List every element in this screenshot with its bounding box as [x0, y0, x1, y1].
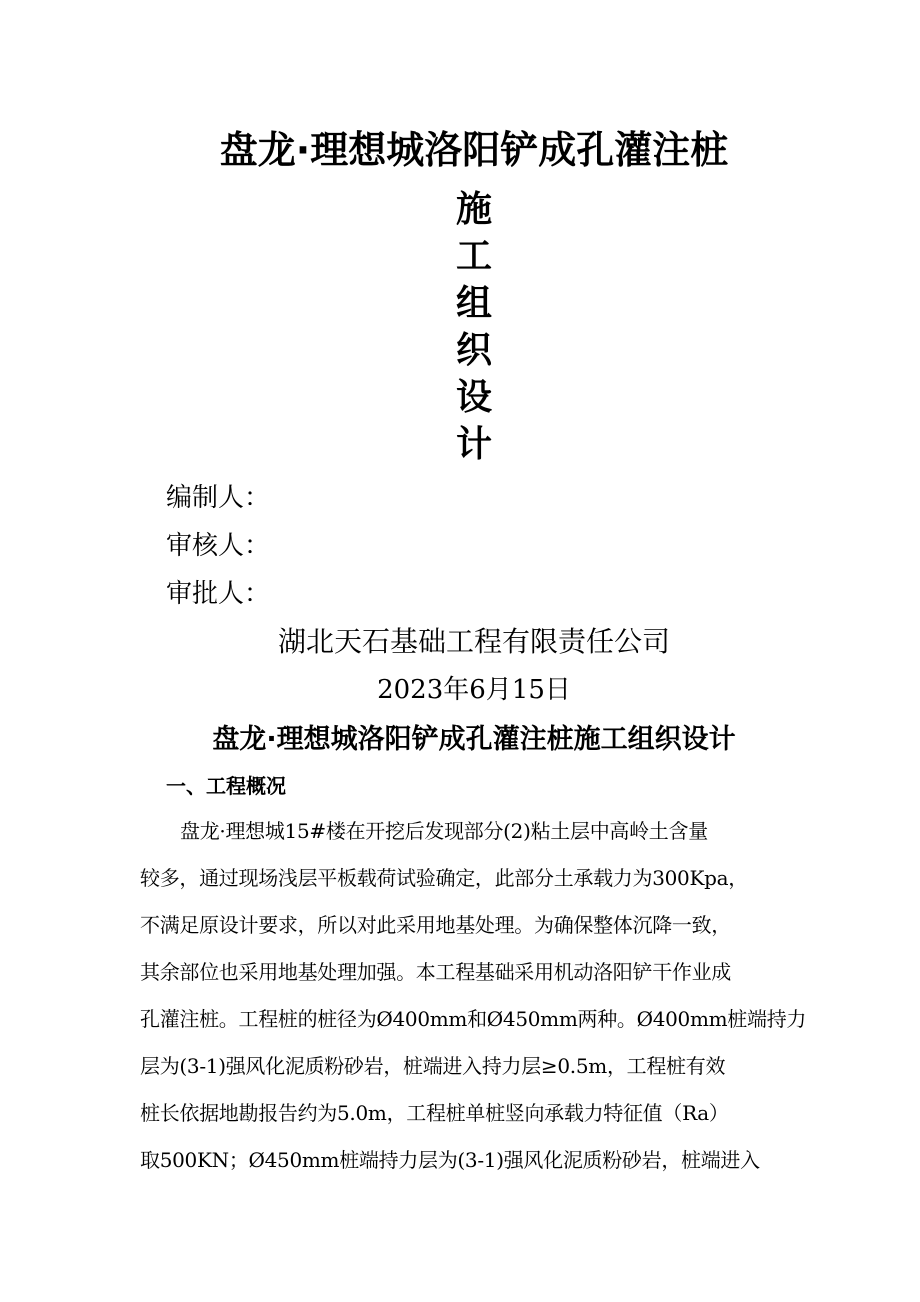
- cover-title: 盘龙·理想城洛阳铲成孔灌注桩: [219, 128, 729, 172]
- cover-vertical-char: 组: [455, 283, 492, 324]
- cover-vertical-char: 工: [455, 236, 492, 277]
- body-line: 较多，通过现场浅层平板载荷试验确定，此部分土承载力为300Kpa，: [140, 866, 748, 890]
- cover-vertical-char: 织: [455, 330, 492, 371]
- company-name: 湖北天石基础工程有限责任公司: [277, 625, 670, 658]
- document-title: 盘龙·理想城洛阳铲成孔灌注桩施工组织设计: [212, 724, 736, 755]
- cover-vertical-char: 设: [455, 377, 492, 418]
- body-line: 其余部位也采用地基处理加强。本工程基础采用机动洛阳铲干作业成: [140, 960, 731, 984]
- body-line: 盘龙·理想城15#楼在开挖后发现部分(2)粘土层中高岭土含量: [180, 819, 708, 843]
- cover-vertical-title: [0, 186, 920, 468]
- body-line: 孔灌注桩。工程桩的桩径为Ø400mm和Ø450mm两种。Ø400mm桩端持力: [140, 1007, 807, 1031]
- body-line: 层为(3-1)强风化泥质粉砂岩，桩端进入持力层≥0.5m，工程桩有效: [140, 1054, 726, 1078]
- signature-block: [166, 474, 270, 618]
- body-line: 取500KN；Ø450mm桩端持力层为(3-1)强风化泥质粉砂岩，桩端进入: [140, 1148, 760, 1172]
- body-line: 不满足原设计要求，所以对此采用地基处理。为确保整体沉降一致，: [140, 913, 731, 937]
- cover-vertical-char: 施: [455, 189, 492, 230]
- approver-label: 审批人：: [166, 579, 271, 609]
- body-line: 桩长依据地勘报告约为5.0m，工程桩单桩竖向承载力特征值（Ra）: [140, 1101, 729, 1125]
- compiler-label: 编制人：: [166, 483, 271, 513]
- cover-vertical-char: 计: [455, 424, 492, 465]
- document-date: 2023年6月15日: [377, 675, 571, 705]
- section-body: [140, 808, 807, 1184]
- section-heading: 一、工程概况: [166, 774, 286, 798]
- reviewer-label: 审核人：: [166, 531, 271, 561]
